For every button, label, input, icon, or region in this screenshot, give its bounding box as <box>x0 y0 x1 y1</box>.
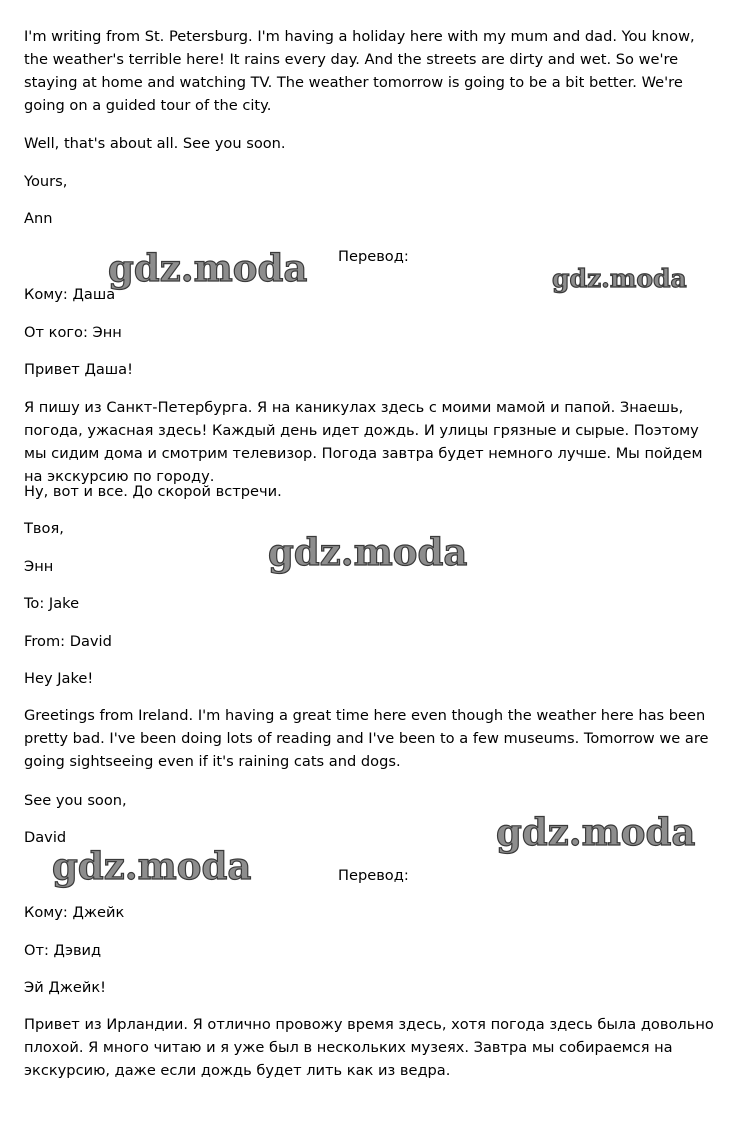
english-letter-2-from: From: David <box>24 633 112 650</box>
english-letter-2-greeting: Hey Jake! <box>24 670 94 687</box>
russian-letter-2-paragraph: Привет из Ирландии. Я отлично провожу время здесь, хотя погода здесь была довольно плохой. Я много читаю и я уже был в нескольких музеях. Завтра мы собираемся на экскурсию, даже если дождь будет лить как из ведра. <box>24 1016 714 1079</box>
russian-letter-1-paragraph: Я пишу из Санкт-Петербурга. Я на каникулах здесь с моими мамой и папой. Знаешь, погода, ужасная здесь! Каждый день идет дождь. И улицы грязные и сырые. Поэтому мы сидим дома и смотрим телевизор. Погода завтра будет немного лучше. Мы пойдем на экскурсию по городу. <box>24 399 703 485</box>
english-letter-1-signoff: Yours, <box>24 173 68 190</box>
english-letter-1-closing: Well, that's about all. See you soon. <box>24 135 286 152</box>
english-letter-2-to: To: Jake <box>24 595 80 612</box>
translation-label: Перевод: <box>338 248 409 265</box>
russian-letter-1-signature: Энн <box>24 558 54 575</box>
russian-letter-2-greeting: Эй Джейк! <box>24 979 106 996</box>
english-letter-2-signature: David <box>24 829 67 846</box>
watermark-logo: gdz.moda <box>552 264 687 293</box>
english-letter-1-paragraph: I'm writing from St. Petersburg. I'm having a holiday here with my mum and dad. You know, the weather's terrible here! It rains every day. And the streets are dirty and wet. So we're staying at home and watching TV. The weather tomorrow is going to be a bit better. We're going on a guided tour of the city. <box>24 28 695 114</box>
russian-letter-1-from: От кого: Энн <box>24 324 122 341</box>
russian-letter-2-from: От: Дэвид <box>24 942 102 959</box>
translation-label: Перевод: <box>338 867 409 884</box>
russian-letter-1-closing: Ну, вот и все. До скорой встречи. <box>24 483 282 500</box>
russian-letter-1-greeting: Привет Даша! <box>24 361 133 378</box>
watermark-logo: gdz.moda <box>268 530 468 574</box>
russian-letter-1-to: Кому: Даша <box>24 286 116 303</box>
russian-letter-2-to: Кому: Джейк <box>24 904 125 921</box>
english-letter-1-signature: Ann <box>24 210 53 227</box>
watermark-logo: gdz.moda <box>496 810 696 854</box>
watermark-logo: gdz.moda <box>108 246 308 290</box>
english-letter-2-signoff: See you soon, <box>24 792 127 809</box>
watermark-logo: gdz.moda <box>52 844 252 888</box>
russian-letter-1-signoff: Твоя, <box>24 520 64 537</box>
english-letter-2-paragraph: Greetings from Ireland. I'm having a great time here even though the weather here has been pretty bad. I've been doing lots of reading and I've been to a few museums. Tomorrow we are going sightseeing even if it's raining cats and dogs. <box>24 707 709 770</box>
